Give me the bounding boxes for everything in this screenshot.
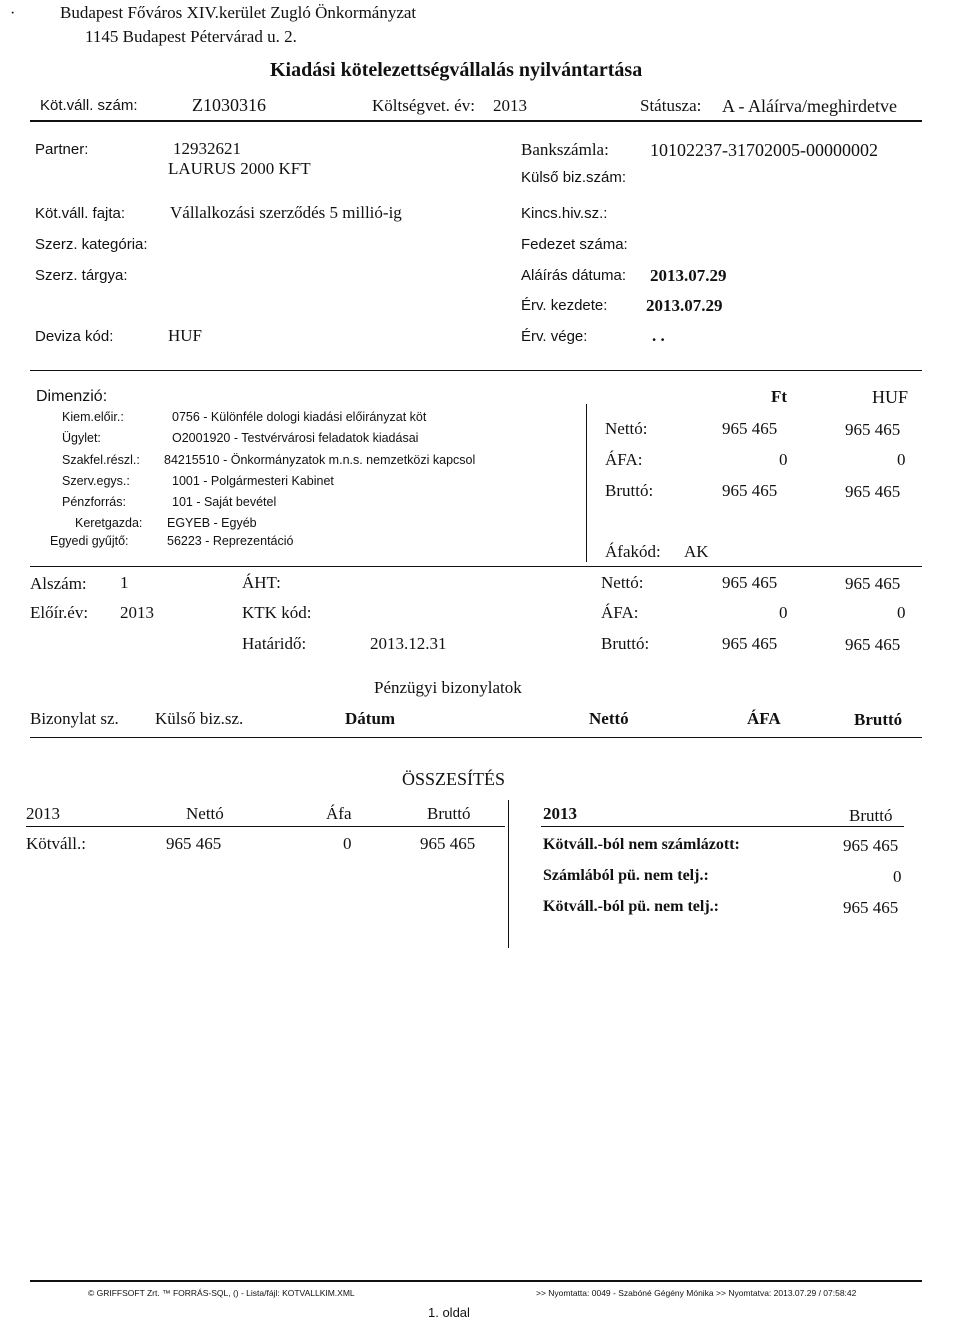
contract-type-value: Vállalkozási szerződés 5 millió-ig: [170, 203, 402, 222]
bank-account-label: Bankszámla:: [521, 140, 609, 159]
fin-col-net: Nettó: [589, 709, 629, 728]
dimension-row-value: EGYEB - Egyéb: [167, 516, 257, 530]
dimension-row-label: Pénzforrás:: [62, 495, 126, 509]
summary-kotvall-vat: 0: [343, 834, 352, 853]
partner-divider: [30, 370, 922, 371]
dimension-row-value: 0756 - Különféle dologi kiadási előirányzat köt: [172, 410, 427, 424]
subnumber-label: Alszám:: [30, 574, 87, 593]
summary-kotvall-net: 965 465: [166, 834, 222, 853]
entry-year-label: Előír.év:: [30, 603, 89, 622]
contract-subject-label: Szerz. tárgya:: [35, 267, 128, 284]
bank-account-value: 10102237-31702005-00000002: [650, 140, 878, 160]
external-doc-label: Külső biz.szám:: [521, 169, 627, 186]
summary-left-divider: [26, 826, 505, 827]
footer-divider: [30, 1280, 922, 1282]
dimension-row-value: O2001920 - Testvérvárosi feladatok kiadásai: [172, 431, 419, 445]
aht-label: ÁHT:: [242, 573, 281, 592]
summary-right-row-value: 0: [893, 867, 902, 886]
signing-date-value: 2013.07.29: [650, 266, 727, 285]
summary-right-divider: [541, 826, 904, 827]
sub-vat-label: ÁFA:: [601, 603, 639, 622]
dim-vat-huf: 0: [897, 450, 906, 469]
bullet-mark: ·: [10, 5, 16, 22]
financial-documents-title: Pénzügyi bizonylatok: [374, 678, 522, 697]
page-number: 1. oldal: [428, 1305, 470, 1320]
vat-code-label: Áfakód:: [605, 542, 661, 561]
footer-software-info: © GRIFFSOFT Zrt. ™ FORRÁS-SQL, () - Lista/fájl: KOTVALLKIM.XML: [88, 1288, 355, 1298]
sub-gross-huf: 965 465: [845, 635, 901, 654]
currency-code-label: Deviza kód:: [35, 328, 114, 345]
partner-name: LAURUS 2000 KFT: [168, 159, 311, 178]
summary-kotvall-gross: 965 465: [420, 834, 476, 853]
sub-vat-huf: 0: [897, 603, 906, 622]
organization-address: 1145 Budapest Pétervárad u. 2.: [85, 27, 297, 46]
contract-category-label: Szerz. kategória:: [35, 236, 148, 253]
coverage-number-label: Fedezet száma:: [521, 236, 628, 253]
organization-name: Budapest Főváros XIV.kerület Zugló Önkormányzat: [60, 3, 417, 22]
subnumber-value: 1: [120, 573, 129, 592]
signing-date-label: Aláírás dátuma:: [521, 267, 627, 284]
document-title: Kiadási kötelezettségvállalás nyilvántartása: [270, 59, 643, 81]
budget-year-label: Költségvet. év:: [372, 96, 475, 115]
summary-right-row-label: Kötváll.-ból nem számlázott:: [543, 836, 740, 853]
summary-right-year: 2013: [543, 804, 577, 823]
dim-net-ft: 965 465: [722, 419, 778, 438]
dimension-row-value: 1001 - Polgármesteri Kabinet: [172, 474, 334, 488]
dimension-row-value: 56223 - Reprezentáció: [167, 534, 294, 548]
status-value: A - Aláírva/meghirdetve: [722, 96, 897, 116]
validity-start-label: Érv. kezdete:: [521, 297, 608, 314]
status-label: Státusza:: [640, 96, 702, 115]
kotvall-number-label: Köt.váll. szám:: [40, 97, 138, 114]
dimension-row-label: Keretgazda:: [75, 516, 143, 530]
fin-col-date: Dátum: [345, 709, 396, 728]
currency-code-value: HUF: [168, 326, 203, 345]
sub-gross-ft: 965 465: [722, 634, 778, 653]
fin-col-doc-number: Bizonylat sz.: [30, 709, 119, 728]
sub-gross-label: Bruttó:: [601, 634, 650, 653]
dimension-row-label: Szerv.egys.:: [62, 474, 130, 488]
financial-header-divider: [30, 737, 922, 738]
summary-vertical-divider: [508, 800, 509, 948]
sub-net-label: Nettó:: [601, 573, 644, 592]
summary-left-year: 2013: [26, 804, 60, 823]
dimension-vertical-divider: [586, 404, 587, 562]
kotvall-number-value: Z1030316: [192, 95, 266, 115]
dim-vat-label: ÁFA:: [605, 450, 643, 469]
dim-gross-huf: 965 465: [845, 482, 901, 501]
sub-net-ft: 965 465: [722, 573, 778, 592]
dimension-label: Dimenzió:: [36, 388, 108, 405]
fin-col-gross: Bruttó: [854, 710, 903, 729]
header-divider: [30, 120, 922, 122]
summary-left-gross-header: Bruttó: [427, 804, 471, 823]
summary-left-vat-header: Áfa: [326, 804, 352, 823]
entry-year-value: 2013: [120, 603, 154, 622]
ft-column-header: Ft: [771, 387, 788, 406]
dimension-row-label: Ügylet:: [62, 431, 101, 445]
dim-gross-label: Bruttó:: [605, 481, 654, 500]
partner-label: Partner:: [35, 141, 89, 158]
validity-start-value: 2013.07.29: [646, 296, 723, 315]
fin-col-external-doc: Külső biz.sz.: [155, 709, 244, 728]
sub-vat-ft: 0: [779, 603, 788, 622]
dimension-divider: [30, 566, 922, 567]
budget-year-value: 2013: [493, 96, 527, 115]
summary-right-row-label: Számlából pü. nem telj.:: [543, 867, 709, 884]
dimension-row-label: Egyedi gyűjtő:: [50, 534, 129, 548]
summary-title: ÖSSZESÍTÉS: [402, 769, 506, 789]
huf-column-header: HUF: [872, 387, 909, 407]
summary-kotvall-label: Kötváll.:: [26, 834, 86, 853]
summary-right-row-label: Kötváll.-ból pü. nem telj.:: [543, 898, 719, 915]
dimension-row-value: 84215510 - Önkormányzatok m.n.s. nemzetközi kapcsol: [164, 453, 476, 467]
sub-net-huf: 965 465: [845, 574, 901, 593]
summary-right-gross-header: Bruttó: [849, 806, 893, 825]
validity-end-label: Érv. vége:: [521, 328, 588, 345]
footer-print-info: >> Nyomtatta: 0049 - Szabóné Gégény Mónika >> Nyomtatva: 2013.07.29 / 07:58:42: [536, 1288, 857, 1298]
summary-left-net-header: Nettó: [186, 804, 224, 823]
vat-code-value: AK: [684, 542, 709, 561]
dim-net-label: Nettó:: [605, 419, 648, 438]
deadline-label: Határidő:: [242, 634, 307, 653]
dim-net-huf: 965 465: [845, 420, 901, 439]
contract-type-label: Köt.váll. fajta:: [35, 205, 126, 222]
dimension-row-label: Kiem.előir.:: [62, 410, 124, 424]
partner-id: 12932621: [173, 139, 241, 158]
deadline-value: 2013.12.31: [370, 634, 447, 653]
summary-right-row-value: 965 465: [843, 898, 899, 917]
fin-col-vat: ÁFA: [747, 709, 781, 728]
summary-right-row-value: 965 465: [843, 836, 899, 855]
dim-vat-ft: 0: [779, 450, 788, 469]
dim-gross-ft: 965 465: [722, 481, 778, 500]
validity-end-value: . .: [652, 326, 665, 345]
dimension-row-label: Szakfel.részl.:: [62, 453, 140, 467]
treasury-number-label: Kincs.hiv.sz.:: [521, 205, 608, 222]
ktk-code-label: KTK kód:: [242, 603, 312, 622]
dimension-row-value: 101 - Saját bevétel: [172, 495, 277, 509]
